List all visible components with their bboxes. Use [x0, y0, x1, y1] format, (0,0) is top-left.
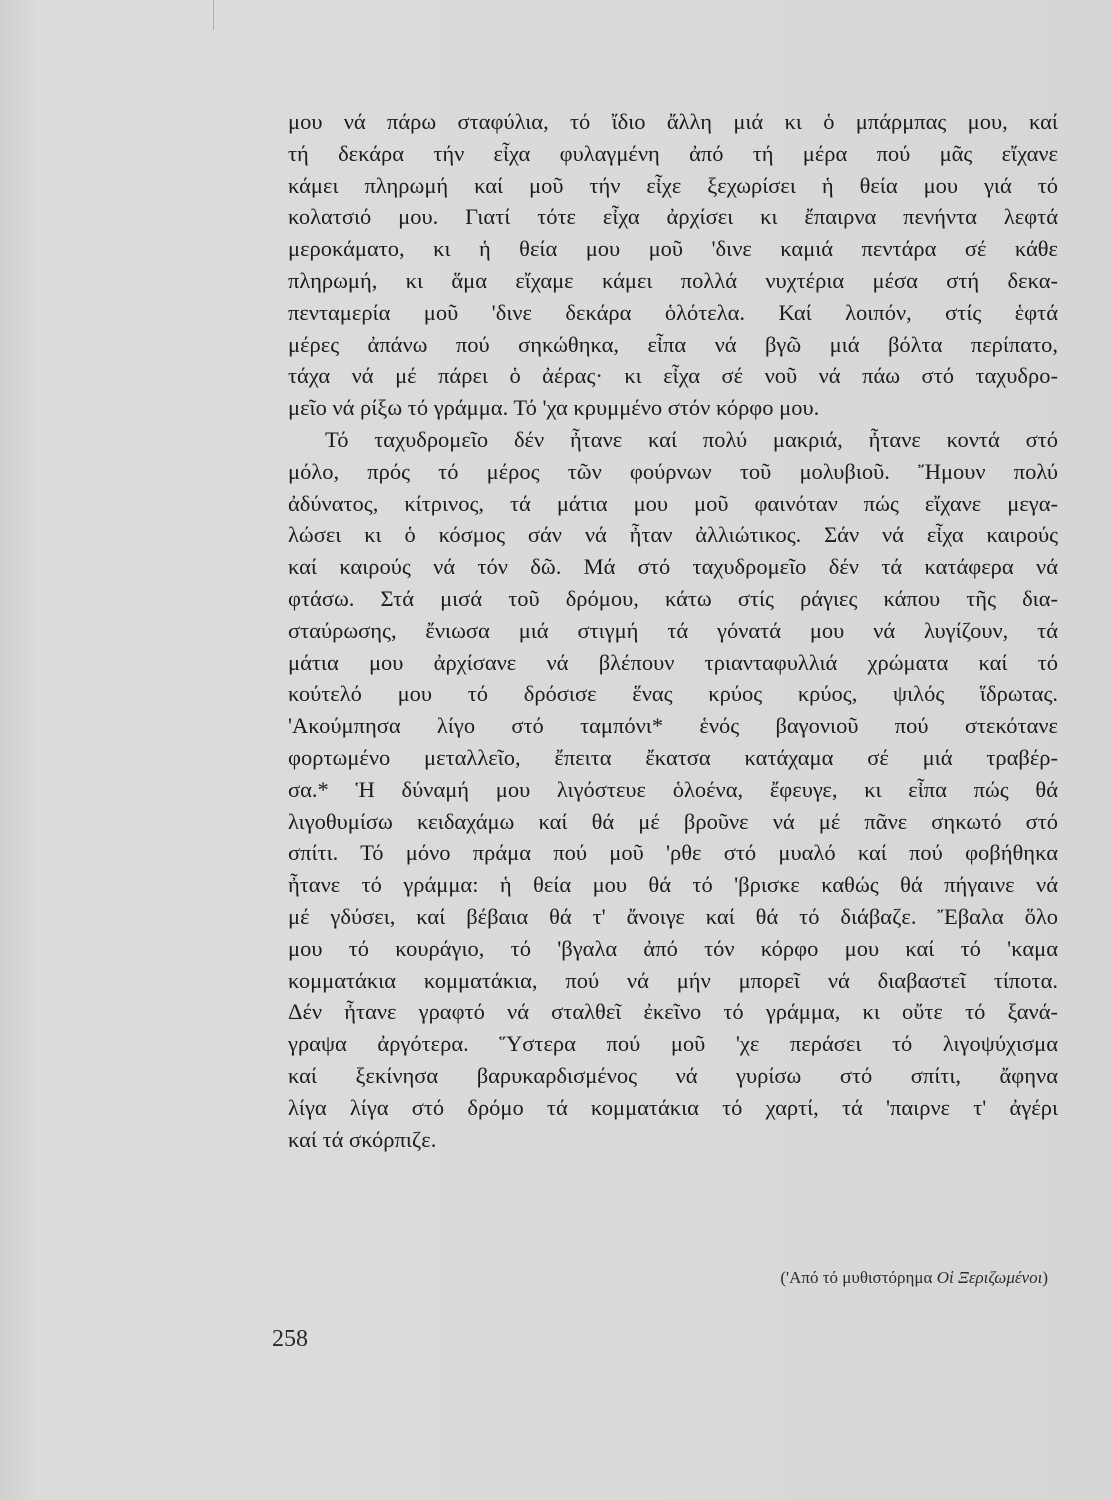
- text-line: ἀδύνατος, κίτρινος, τά μάτια μου μοῦ φαινόταν πώς εἴχανε μεγα-: [288, 490, 1058, 516]
- text-line: κούτελό μου τό δρόσισε ἕνας κρύος κρύος, ψιλός ἵδρωτας.: [288, 681, 1058, 707]
- text-line: μέρες ἀπάνω πού σηκώθηκα, εἶπα νά βγῶ μιά βόλτα περίπατο,: [288, 331, 1058, 357]
- text-line: μέ γδύσει, καί βέβαια θά τ' ἄνοιγε καί θά τό διάβαζε. Ἔβαλα ὅλο: [288, 903, 1058, 929]
- source-citation: [780, 1268, 1048, 1288]
- body-text: [288, 106, 1058, 1155]
- source-prefix: ('Από τό μυθιστόρημα: [780, 1268, 937, 1287]
- text-line: κομματάκια κομματάκια, πού νά μήν μπορεῖ νά διαβαστεῖ τίποτα.: [288, 967, 1058, 993]
- page-number: 258: [272, 1326, 308, 1352]
- source-title: Οἱ Ξεριζωμένοι: [936, 1268, 1043, 1287]
- text-line: λίγα λίγα στό δρόμο τά κομματάκια τό χαρτί, τά 'παιρνε τ' ἀγέρι: [288, 1094, 1058, 1120]
- text-line: τή δεκάρα τήν εἶχα φυλαγμένη ἀπό τή μέρα πού μᾶς εἴχανε: [288, 140, 1058, 166]
- text-line: μάτια μου ἀρχίσανε νά βλέπουν τριανταφυλλιά χρώματα καί τό: [288, 649, 1058, 675]
- text-line: ἦτανε τό γράμμα: ἡ θεία μου θά τό 'βρισκε καθώς θά πήγαινε νά: [288, 872, 1058, 898]
- text-line: μεῖο νά ρίξω τό γράμμα. Τό 'χα κρυμμένο στόν κόρφο μου.: [288, 395, 820, 421]
- text-line: φορτωμένο μεταλλεῖο, ἔπειτα ἔκατσα κατάχαμα σέ μιά τραβέρ-: [288, 744, 1058, 770]
- text-line: φτάσω. Στά μισά τοῦ δρόμου, κάτω στίς ράγιες κάπου τῆς δια-: [288, 585, 1058, 611]
- text-line: πληρωμή, κι ἅμα εἴχαμε κάμει πολλά νυχτέρια μέσα στή δεκα-: [288, 267, 1058, 293]
- text-line: καί καιρούς νά τόν δῶ. Μά στό ταχυδρομεῖο δέν τά κατάφερα νά: [288, 554, 1058, 580]
- text-line: μου τό κουράγιο, τό 'βγαλα ἀπό τόν κόρφο μου καί τό 'καμα: [288, 935, 1058, 961]
- text-line: μεροκάματο, κι ἡ θεία μου μοῦ 'δινε καμιά πεντάρα σέ κάθε: [288, 236, 1058, 262]
- text-line: σταύρωσης, ἔνιωσα μιά στιγμή τά γόνατά μου νά λυγίζουν, τά: [288, 617, 1058, 643]
- text-line: τάχα νά μέ πάρει ὁ ἀέρας· κι εἶχα σέ νοῦ νά πάω στό ταχυδρο-: [288, 363, 1058, 389]
- text-line: γραψα ἀργότερα. Ὕστερα πού μοῦ 'χε περάσει τό λιγοψύχισμα: [288, 1031, 1058, 1057]
- text-line: λώσει κι ὁ κόσμος σάν νά ἦταν ἀλλιώτικος. Σάν νά εἶχα καιρούς: [288, 522, 1058, 548]
- text-line: καί τά σκόρπιζε.: [288, 1126, 437, 1152]
- text-line: σπίτι. Τό μόνο πράμα πού μοῦ 'ρθε στό μυαλό καί πού φοβήθηκα: [288, 840, 1058, 866]
- text-line: Τό ταχυδρομεῖο δέν ἦτανε καί πολύ μακριά, ἦτανε κοντά στό: [325, 426, 1058, 452]
- text-line: σα.* Ἡ δύναμή μου λιγόστευε ὁλοένα, ἔφευγε, κι εἶπα πώς θά: [288, 776, 1058, 802]
- page-crease: [213, 0, 214, 30]
- text-line: λιγοθυμίσω κειδαχάμω καί θά μέ βροῦνε νά μέ πᾶνε σηκωτό στό: [288, 808, 1058, 834]
- text-line: καί ξεκίνησα βαρυκαρδισμένος νά γυρίσω στό σπίτι, ἄφηνα: [288, 1062, 1058, 1088]
- source-suffix: ): [1042, 1268, 1048, 1287]
- text-line: 'Ακούμπησα λίγο στό ταμπόνι* ἑνός βαγονιοῦ πού στεκότανε: [288, 713, 1058, 739]
- text-line: μου νά πάρω σταφύλια, τό ἴδιο ἄλλη μιά κι ὁ μπάρμπας μου, καί: [288, 109, 1058, 134]
- text-line: Δέν ἦτανε γραφτό νά σταλθεῖ ἐκεῖνο τό γράμμα, κι οὔτε τό ξανά-: [288, 999, 1058, 1025]
- text-line: κάμει πληρωμή καί μοῦ τήν εἶχε ξεχωρίσει ἡ θεία μου γιά τό: [288, 172, 1058, 198]
- text-line: κολατσιό μου. Γιατί τότε εἶχα ἀρχίσει κι ἔπαιρνα πενήντα λεφτά: [288, 204, 1058, 230]
- text-line: πενταμερία μοῦ 'δινε δεκάρα ὁλότελα. Καί λοιπόν, στίς ἑφτά: [288, 299, 1058, 325]
- text-line: μόλο, πρός τό μέρος τῶν φούρνων τοῦ μολυβιοῦ. Ἤμουν πολύ: [288, 458, 1058, 484]
